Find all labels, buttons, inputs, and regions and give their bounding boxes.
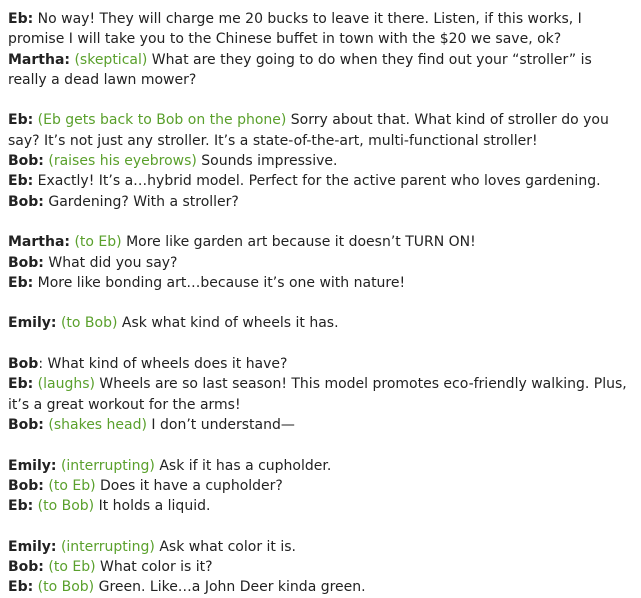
dialogue-text: It holds a liquid. [98, 498, 211, 515]
dialogue-line [8, 9, 633, 50]
blank-line [8, 516, 633, 536]
stage-direction: (shakes head) [48, 416, 147, 433]
speaker-name: Eb: [8, 173, 34, 190]
dialogue-text: : What kind of wheels does it have? [38, 356, 288, 373]
speaker-name: Bob: [8, 254, 44, 271]
speaker-name: Bob: [8, 193, 44, 210]
dialogue-line [8, 313, 633, 333]
blank-line [8, 334, 633, 354]
blank-line [8, 212, 633, 232]
dialogue-line [8, 151, 633, 171]
stage-direction: (interrupting) [60, 538, 155, 555]
dialogue-line [8, 273, 633, 293]
dialogue-text: What did you say? [48, 254, 178, 271]
speaker-name: Eb: [8, 376, 34, 393]
dialogue-line [8, 50, 633, 91]
speaker-name: Bob: [8, 416, 44, 433]
dialogue-text: Ask if it has a cupholder. [159, 457, 332, 474]
dialogue-line [8, 192, 633, 212]
dialogue-text: What color is it? [100, 559, 213, 576]
speaker-name: Eb: [8, 498, 34, 515]
dialogue-text: More like garden art because it doesn’t TURN ON! [126, 234, 476, 251]
speaker-name: Eb: [8, 11, 34, 27]
stage-direction: (skeptical) [74, 51, 148, 68]
blank-line [8, 293, 633, 313]
dialogue-text: I don’t understand— [151, 416, 295, 433]
speaker-name: Emily: [8, 457, 57, 474]
dialogue-line [8, 110, 633, 151]
speaker-name: Eb: [8, 112, 34, 129]
dialogue-text: Exactly! It’s a…hybrid model. Perfect for the active parent who loves gardening. [37, 173, 601, 190]
dialogue-text: Ask what color it is. [159, 538, 297, 555]
speaker-name: Emily: [8, 538, 57, 555]
dialogue-line [8, 537, 633, 557]
dialogue-line [8, 232, 633, 252]
dialogue-text: Gardening? With a stroller? [48, 193, 239, 210]
blank-line [8, 435, 633, 455]
dialogue-text: More like bonding art…because it’s one with nature! [37, 274, 406, 291]
dialogue-line [8, 171, 633, 191]
dialogue-line [8, 415, 633, 435]
dialogue-line [8, 354, 633, 374]
speaker-name: Bob: [8, 477, 44, 494]
dialogue-line [8, 577, 633, 597]
speaker-name: Eb: [8, 579, 34, 596]
stage-direction: (laughs) [37, 376, 95, 393]
dialogue-text: Wheels are so last season! This model promotes eco-friendly walking. Plus, it’s a great workout for the arms! [8, 376, 627, 413]
dialogue-line [8, 476, 633, 496]
blank-line [8, 90, 633, 110]
dialogue-line [8, 374, 633, 415]
dialogue-text: Sounds impressive. [201, 153, 338, 170]
stage-direction: (to Bob) [60, 315, 118, 332]
stage-direction: (Eb gets back to Bob on the phone) [37, 112, 287, 129]
stage-direction: (to Bob) [37, 579, 95, 596]
speaker-name: Martha: [8, 51, 70, 68]
stage-direction: (to Eb) [48, 559, 96, 576]
stage-direction: (to Eb) [74, 234, 122, 251]
dialogue-text: Does it have a cupholder? [100, 477, 283, 494]
dialogue-text: Green. Like…a John Deer kinda green. [98, 579, 366, 596]
dialogue-text: Sorry about that. What kind of stroller do you say? It’s not just any stroller. It’s a state-of-the-art, multi-functional stroller! [8, 112, 609, 149]
speaker-name: Bob: [8, 559, 44, 576]
dialogue-text: No way! They will charge me 20 bucks to leave it there. Listen, if this works, I promise I will take you to the Chinese buffet in town with the $20 we save, ok? [8, 11, 582, 48]
stage-direction: (interrupting) [60, 457, 155, 474]
stage-direction: (to Bob) [37, 498, 95, 515]
dialogue-line [8, 456, 633, 476]
speaker-name: Martha: [8, 234, 70, 251]
dialogue-text: Ask what kind of wheels it has. [121, 315, 339, 332]
dialogue-line [8, 496, 633, 516]
speaker-name: Bob [8, 356, 39, 373]
dialogue-line [8, 253, 633, 273]
dialogue-line [8, 557, 633, 577]
stage-direction: (raises his eyebrows) [48, 153, 197, 170]
stage-direction: (to Eb) [48, 477, 96, 494]
speaker-name: Eb: [8, 274, 34, 291]
speaker-name: Bob: [8, 153, 44, 170]
dialogue-text: What are they going to do when they find out your “stroller” is really a dead lawn mower? [8, 51, 592, 88]
speaker-name: Emily: [8, 315, 57, 332]
